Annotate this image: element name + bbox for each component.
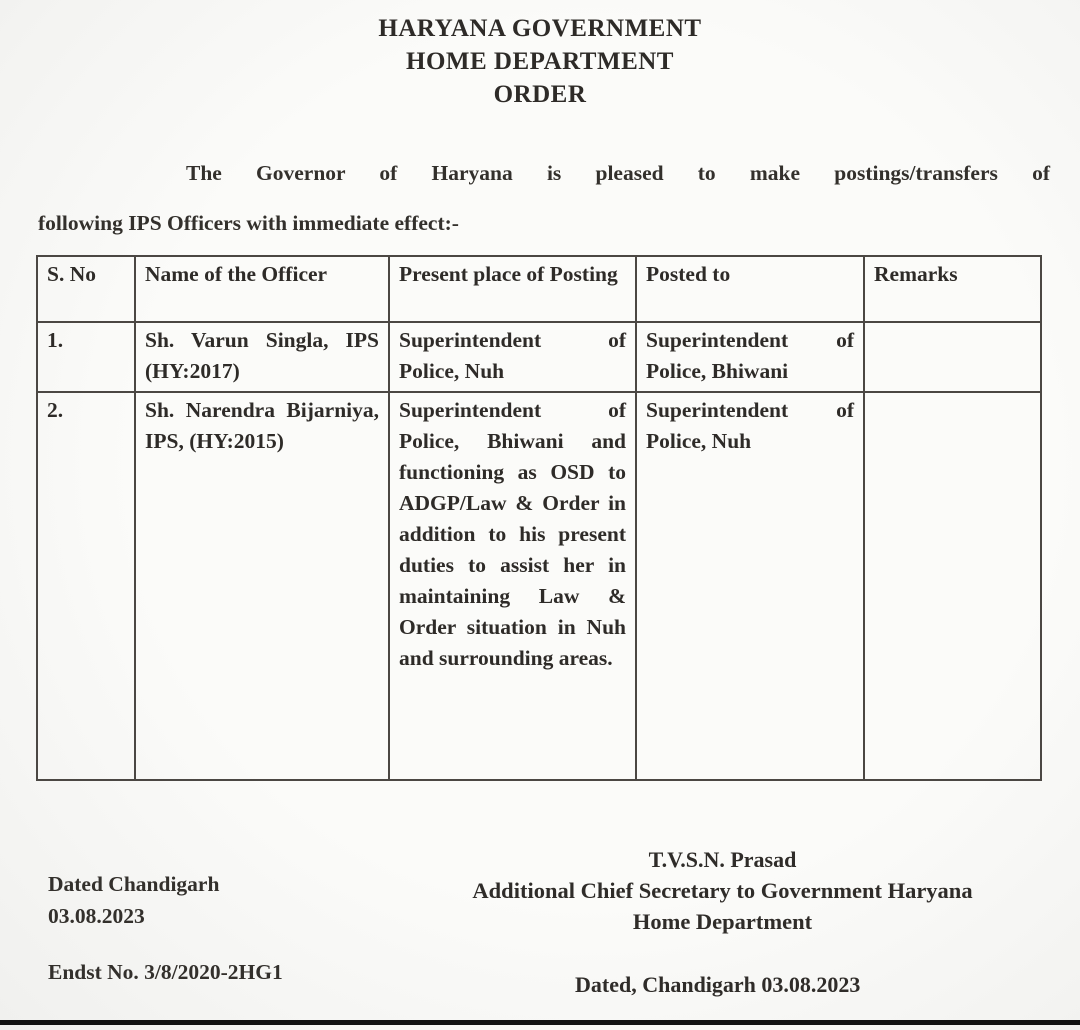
cell-officer-name: Sh. Varun Singla, IPS (HY:2017) — [135, 322, 389, 392]
transfer-order-table — [36, 255, 1042, 781]
intro-paragraph — [38, 158, 1050, 238]
cell-remarks — [864, 392, 1041, 780]
col-header-name: Name of the Officer — [135, 256, 389, 322]
cell-sno: 2. — [37, 392, 135, 780]
endorsement-number: Endst No. 3/8/2020-2HG1 — [48, 960, 283, 984]
dated-chandigarh-footer: Dated, Chandigarh 03.08.2023 — [575, 972, 861, 997]
cell-officer-name: Sh. Narendra Bijarniya, IPS, (HY:2015) — [135, 392, 389, 780]
header-department: HOME DEPARTMENT — [406, 48, 674, 75]
signatory-name: T.V.S.N. Prasad — [648, 847, 797, 872]
intro-line-2: following IPS Officers with immediate effect:- — [38, 211, 459, 235]
col-header-remarks: Remarks — [864, 256, 1041, 322]
table-row — [37, 322, 1041, 392]
cell-present-posting: Superintendent of Police, Bhiwani and functioning as OSD to ADGP/Law & Order in addition to his present duties to assist her in maintaining Law & Order situation in Nuh and surrounding areas. — [389, 392, 636, 780]
dated-place: Dated Chandigarh — [48, 872, 220, 896]
document-header — [0, 12, 1080, 111]
cell-posted-to: Superintendent of Police, Nuh — [636, 392, 864, 780]
intro-line-1: The Governor of Haryana is pleased to make postings/transfers of — [186, 161, 1050, 185]
dated-date: 03.08.2023 — [48, 904, 145, 928]
header-government: HARYANA GOVERNMENT — [378, 15, 702, 42]
cell-posted-to: Superintendent of Police, Bhiwani — [636, 322, 864, 392]
table-row — [37, 392, 1041, 780]
signature-block — [395, 845, 1050, 937]
header-order-title: ORDER — [493, 81, 587, 108]
col-header-sno: S. No — [37, 256, 135, 322]
cell-present-posting: Superintendent of Police, Nuh — [389, 322, 636, 392]
signatory-title: Additional Chief Secretary to Government Haryana — [472, 878, 973, 903]
cell-remarks — [864, 322, 1041, 392]
table-header-row — [37, 256, 1041, 322]
bottom-scan-edge-line — [0, 1020, 1080, 1025]
dated-place-block — [48, 868, 219, 932]
col-header-posted-to: Posted to — [636, 256, 864, 322]
signatory-department: Home Department — [632, 909, 813, 934]
cell-sno: 1. — [37, 322, 135, 392]
col-header-present-posting: Present place of Posting — [389, 256, 636, 322]
